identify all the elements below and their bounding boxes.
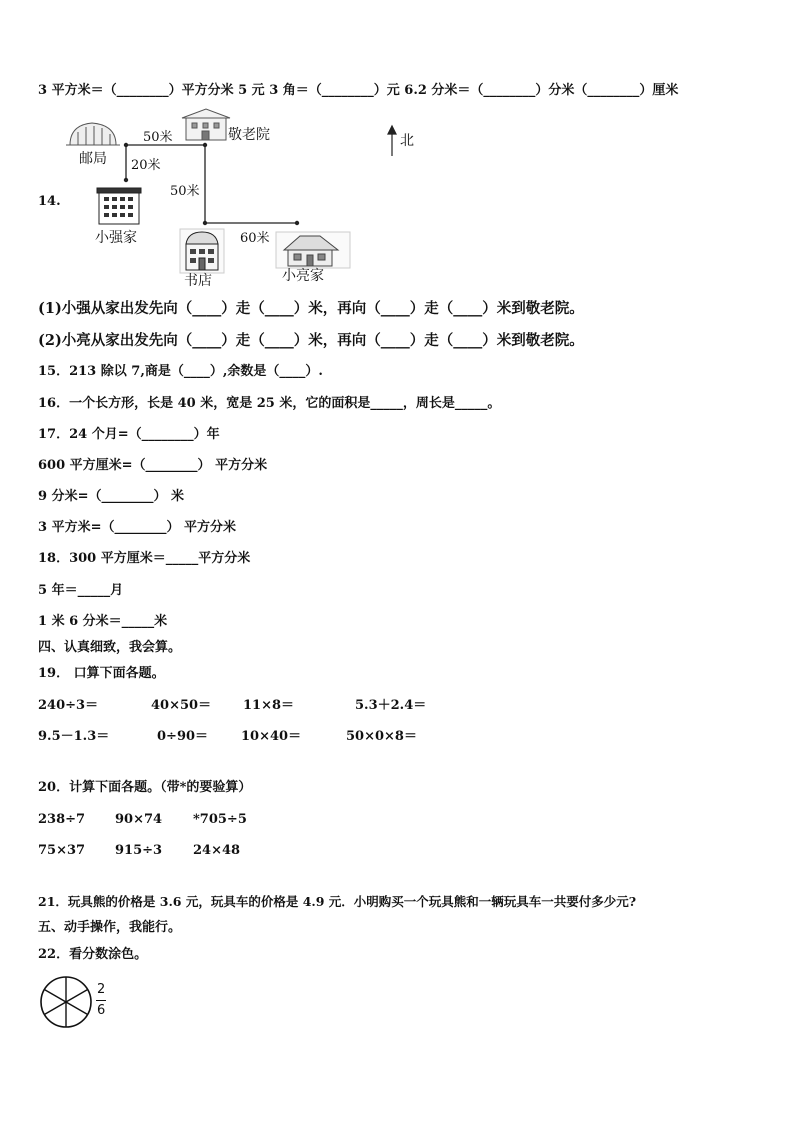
q18-line-2: 5 年＝_____月 [38,583,124,598]
q19-item: 10×40＝ [241,729,302,744]
fraction-bar [96,1000,106,1001]
xiaoliang-home-icon [276,232,350,268]
q20-item: 238÷7 [38,812,86,827]
q19-item: 40×50＝ [151,698,212,713]
q17-line-1: 17．24 个月=（________）年 [38,427,220,442]
distance-label-1: 50米 [143,130,173,145]
q20-item: 915÷3 [115,843,163,858]
label-xiaoliang-home: 小亮家 [282,268,324,284]
q19-item: 50×0×8＝ [346,729,417,744]
q14-sub1: (1)小强从家出发先向（____）走（____）米，再向（____）走（____）米到敬老院。 [38,300,584,317]
xiaoqiang-home-icon [97,188,141,224]
q19-item: 0÷90＝ [157,729,209,744]
post-office-icon [66,123,120,145]
section-4-heading: 四、认真细致，我会算。 [38,640,182,655]
q22-title: 22．看分数涂色。 [38,947,148,962]
section-5-heading: 五、动手操作，我能行。 [38,920,182,935]
q19-title: 19． 口算下面各题。 [38,666,165,681]
q14-number: 14. [38,194,61,209]
q21: 21．玩具熊的价格是 3.6 元，玩具车的价格是 4.9 元．小明购买一个玩具熊和一辆玩具车一共要付多少元? [38,894,637,909]
q16: 16．一个长方形，长是 40 米，宽是 25 米，它的面积是_____，周长是_____。 [38,396,501,411]
label-north: 北 [400,133,414,149]
route-lines [126,145,297,223]
q17-line-3: 9 分米=（________） 米 [38,489,184,504]
map-diagram [0,0,794,300]
nursing-home-icon [182,109,230,140]
q19-item: 5.3＋2.4＝ [355,698,427,713]
distance-label-2: 20米 [131,158,161,173]
distance-label-4: 60米 [240,231,270,246]
q14-sub2: (2)小亮从家出发先向（____）走（____）米，再向（____）走（____）米到敬老院。 [38,332,584,349]
route-nodes [124,143,299,225]
q18-line-3: 1 米 6 分米＝_____米 [38,614,168,629]
q18-line-1: 18．300 平方厘米＝_____平方分米 [38,551,251,566]
q17-line-4: 3 平方米=（________） 平方分米 [38,520,236,535]
q20-item: *705÷5 [193,812,247,827]
q13-line: 3 平方米＝（________）平方分米 5 元 3 角＝（________）元 6.2 分米＝（________）分米（________）厘米 [38,83,679,98]
north-arrow-icon [388,126,396,156]
q15: 15．213 除以 7,商是（____）,余数是（____）. [38,364,323,379]
bookstore-icon [180,229,224,273]
label-xiaoqiang-home: 小强家 [95,230,137,246]
q20-title: 20．计算下面各题。（带*的要验算） [38,780,252,795]
q20-item: 75×37 [38,843,86,858]
fraction-circle[interactable] [38,974,94,1030]
q17-line-2: 600 平方厘米=（________） 平方分米 [38,458,268,473]
label-post-office: 邮局 [79,151,107,167]
q19-item: 11×8＝ [243,698,295,713]
distance-label-3: 50米 [170,184,200,199]
q19-item: 9.5－1.3＝ [38,729,110,744]
q20-item: 90×74 [115,812,163,827]
fraction-denominator: 6 [97,1003,106,1018]
fraction-numerator: 2 [97,982,106,997]
label-bookstore: 书店 [184,273,212,289]
label-nursing-home: 敬老院 [228,127,270,143]
q20-item: 24×48 [193,843,241,858]
q19-item: 240÷3＝ [38,698,99,713]
